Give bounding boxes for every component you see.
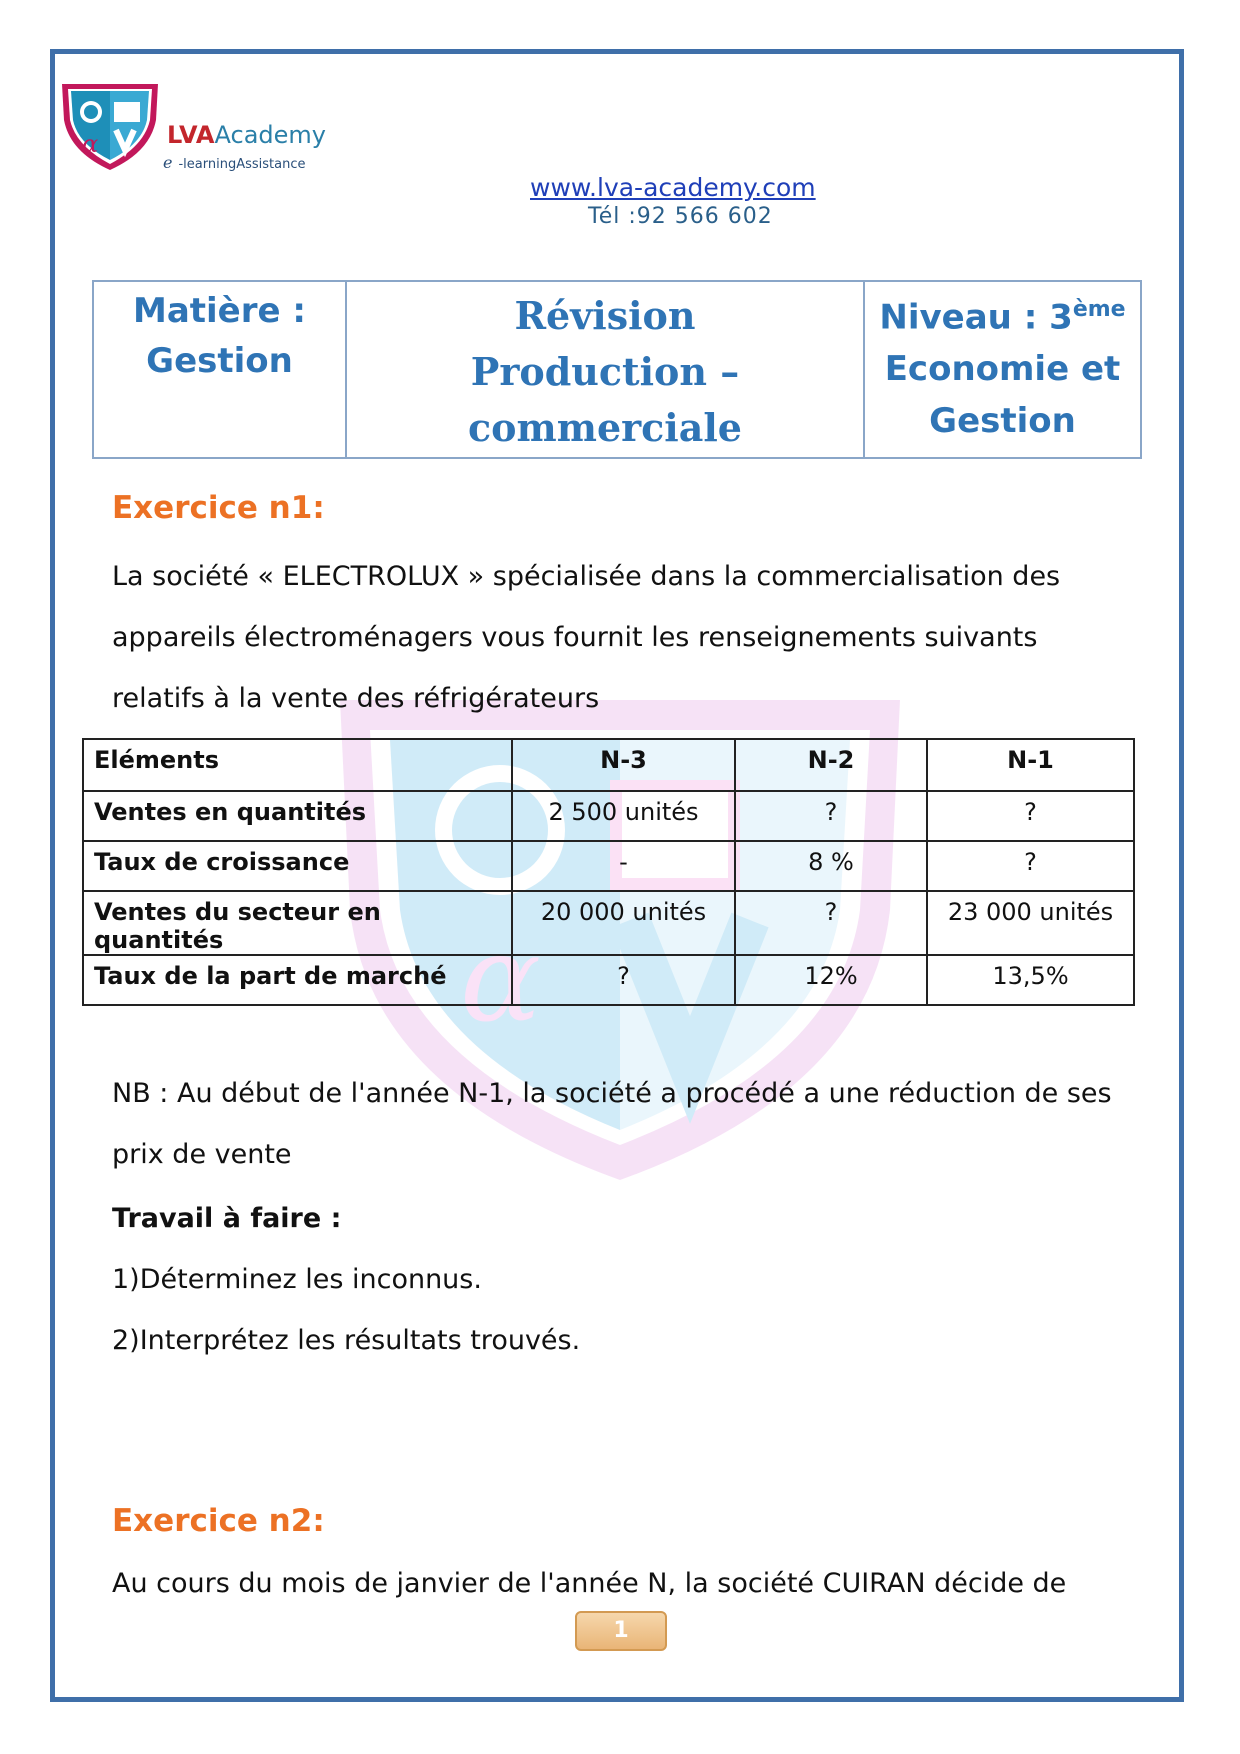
task-heading: Travail à faire : — [112, 1203, 342, 1234]
subject-cell: Matière : Gestion — [93, 281, 346, 458]
column-header: N-3 — [512, 739, 735, 791]
document-subtitle: Production – commerciale — [468, 349, 742, 450]
table-row — [83, 791, 1134, 841]
table-cell: 2 500 unités — [512, 791, 735, 841]
table-cell: 12% — [735, 955, 927, 1005]
table-cell: ? — [735, 791, 927, 841]
lva-academy-logo-icon — [58, 80, 162, 172]
website-link[interactable]: www.lva-academy.com — [530, 173, 816, 202]
table-cell: 20 000 unités — [512, 891, 735, 955]
table-cell: ? — [927, 841, 1134, 891]
page-number: 1 — [575, 1611, 667, 1651]
table-cell: 23 000 unités — [927, 891, 1134, 955]
exercise1-title: Exercice n1: — [112, 490, 325, 526]
exercise1-intro: La société « ELECTROLUX » spécialisée dans la commercialisation des appareils électroménagers vous fournit les renseignements suivants relatifs à la vente des réfrigérateurs — [112, 561, 1061, 714]
document-title: Révision — [514, 293, 696, 338]
table-row — [83, 841, 1134, 891]
exercise2-intro: Au cours du mois de janvier de l'année N, la société CUIRAN décide de — [112, 1568, 1067, 1599]
column-header: Eléments — [83, 739, 512, 791]
table-cell: ? — [927, 791, 1134, 841]
task-item: 2)Interprétez les résultats trouvés. — [112, 1325, 581, 1356]
document-title-cell — [346, 281, 864, 458]
table-cell: ? — [735, 891, 927, 955]
brand-tagline: e -learningAssistance — [163, 153, 306, 172]
table-cell: - — [512, 841, 735, 891]
table-cell: 13,5% — [927, 955, 1134, 1005]
row-label: Ventes du secteur en quantités — [83, 891, 512, 955]
table-row — [83, 891, 1134, 955]
row-label: Taux de croissance — [83, 841, 512, 891]
row-label: Ventes en quantités — [83, 791, 512, 841]
exercise1-note: NB : Au début de l'année N-1, la société a procédé a une réduction de ses prix de vente — [112, 1078, 1112, 1170]
table-cell: 8 % — [735, 841, 927, 891]
table-cell: ? — [512, 955, 735, 1005]
svg-text:α: α — [82, 130, 99, 158]
table-row — [83, 955, 1134, 1005]
column-header: N-2 — [735, 739, 927, 791]
brand-name: LVAAcademy — [167, 121, 326, 149]
sales-data-table — [82, 738, 1135, 1006]
column-header: N-1 — [927, 739, 1134, 791]
task-item: 1)Déterminez les inconnus. — [112, 1264, 482, 1295]
table-header-row — [83, 739, 1134, 791]
course-info-table — [92, 280, 1142, 459]
svg-text:α: α — [460, 910, 542, 1049]
exercise2-title: Exercice n2: — [112, 1503, 325, 1539]
phone-number: Tél :92 566 602 — [588, 204, 773, 229]
level-cell: Niveau : 3ème Economie et Gestion — [864, 281, 1141, 458]
row-label: Taux de la part de marché — [83, 955, 512, 1005]
